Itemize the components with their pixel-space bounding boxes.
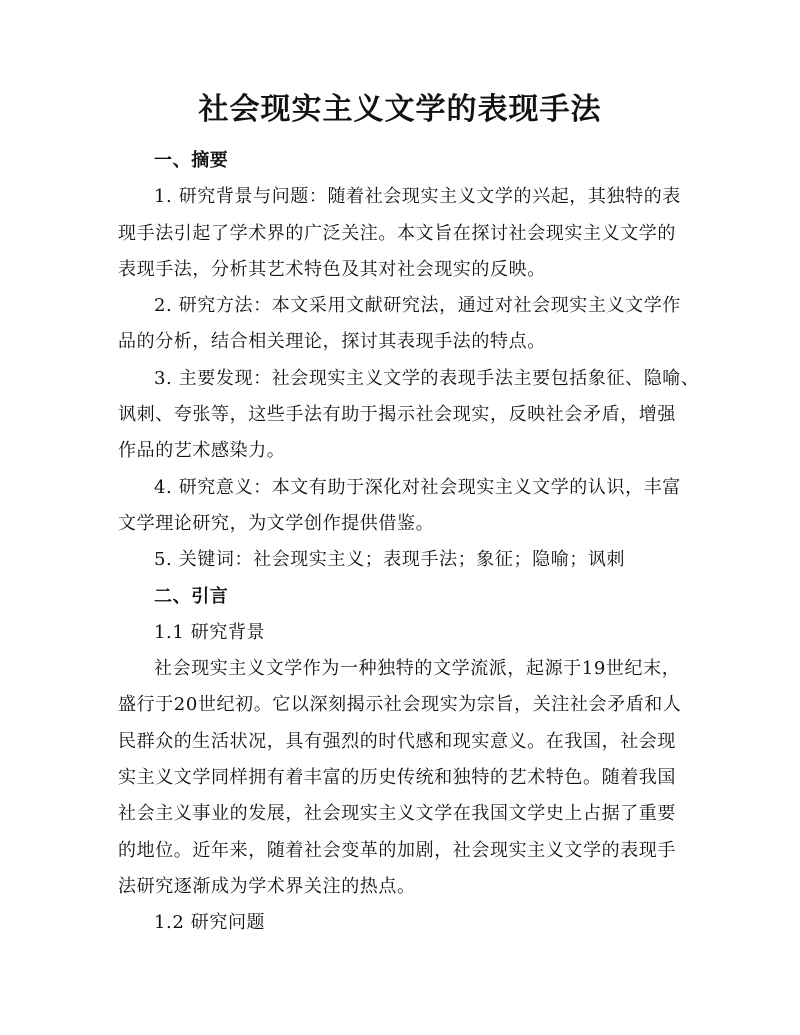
subsection-heading-research-question: 1.2 研究问题 <box>154 912 266 934</box>
paragraph-line: 法研究逐渐成为学术界关注的热点。 <box>118 875 416 897</box>
section-heading-introduction: 二、引言 <box>154 585 229 607</box>
paragraph-line: 表现手法，分析其艺术特色及其对社会现实的反映。 <box>118 258 546 280</box>
paragraph-line: 3. 主要发现：社会现实主义文学的表现手法主要包括象征、隐喻、 <box>154 367 700 389</box>
paragraph-line: 现手法引起了学术界的广泛关注。本文旨在探讨社会现实主义文学的 <box>118 222 676 244</box>
paragraph-line: 盛行于20世纪初。它以深刻揭示社会现实为宗旨，关注社会矛盾和人 <box>118 694 682 716</box>
paragraph-line: 品的分析，结合相关理论，探讨其表现手法的特点。 <box>118 331 546 353</box>
section-heading-abstract: 一、摘要 <box>154 150 229 171</box>
document-body <box>118 143 700 942</box>
keywords-line: 5. 关键词：社会现实主义；表现手法；象征；隐喻；讽刺 <box>154 549 626 571</box>
paragraph-line: 作品的艺术感染力。 <box>118 440 286 462</box>
paragraph-line: 民群众的生活状况，具有强烈的时代感和现实意义。在我国，社会现 <box>118 730 676 752</box>
paragraph-line: 实主义文学同样拥有着丰富的历史传统和独特的艺术特色。随着我国 <box>118 767 676 789</box>
subsection-heading-background: 1.1 研究背景 <box>154 621 266 643</box>
paragraph-line: 讽刺、夸张等，这些手法有助于揭示社会现实，反映社会矛盾，增强 <box>118 404 676 426</box>
paragraph-line: 4. 研究意义：本文有助于深化对社会现实主义文学的认识，丰富 <box>154 476 681 498</box>
paragraph-line: 的地位。近年来，随着社会变革的加剧，社会现实主义文学的表现手 <box>118 839 676 861</box>
paragraph-line: 社会现实主义文学作为一种独特的文学流派，起源于19世纪末， <box>154 658 681 680</box>
paragraph-line: 社会主义事业的发展，社会现实主义文学在我国文学史上占据了重要 <box>118 803 676 825</box>
paragraph-line: 2. 研究方法：本文采用文献研究法，通过对社会现实主义文学作 <box>154 295 681 317</box>
document-title: 社会现实主义文学的表现手法 <box>198 92 602 127</box>
paragraph-line: 1. 研究背景与问题：随着社会现实主义文学的兴起，其独特的表 <box>154 186 681 208</box>
paragraph-line: 文学理论研究，为文学创作提供借鉴。 <box>118 512 435 534</box>
